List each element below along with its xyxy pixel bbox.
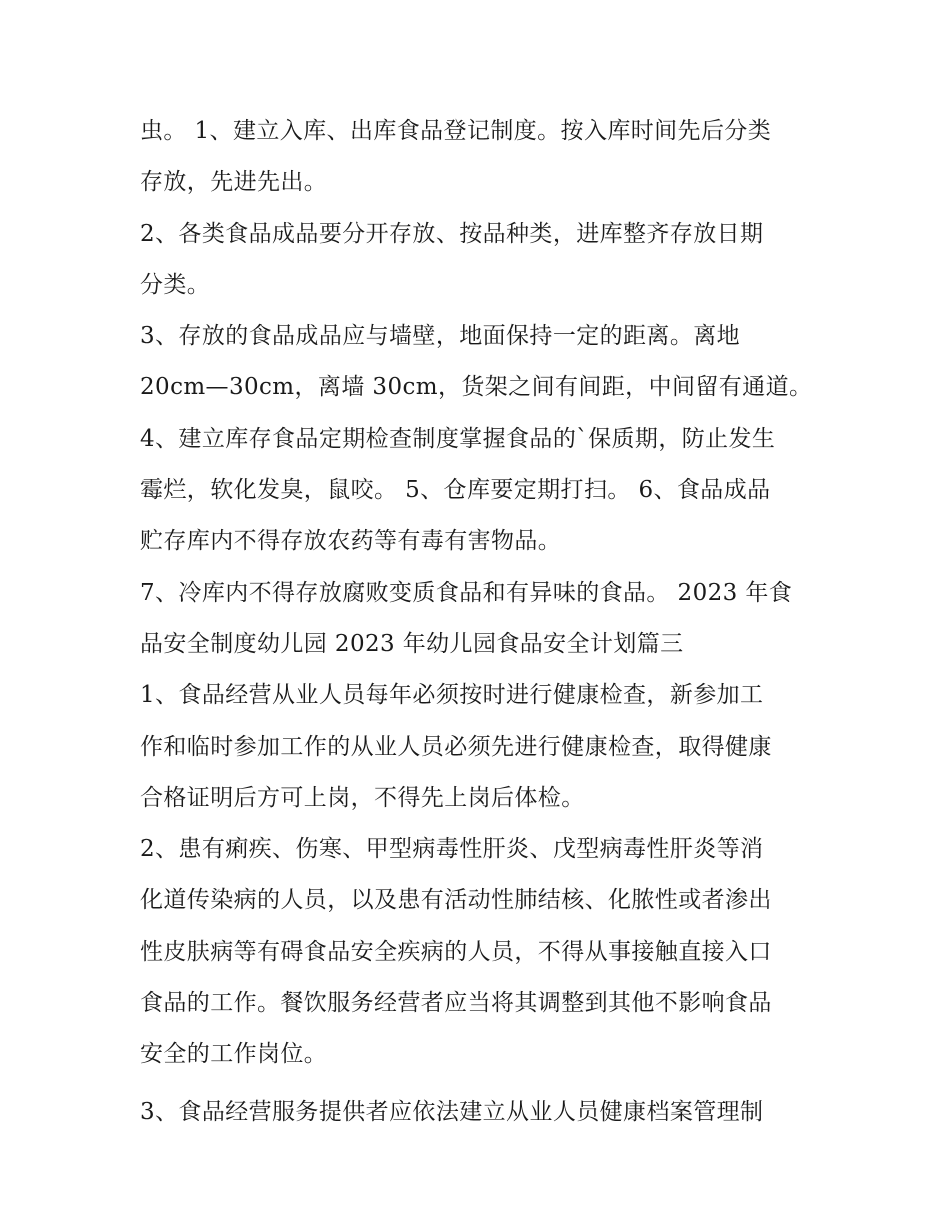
text-line: 2、患有痢疾、伤寒、甲型病毒性肝炎、戊型病毒性肝炎等消 [140,836,764,863]
text-line: 4、建立库存食品定期检查制度掌握食品的`保质期，防止发生 [140,425,776,452]
text-line: 贮存库内不得存放农药等有毒有害物品。 [140,528,562,555]
text-line: 存放，先进先出。 [140,169,328,196]
text-line: 1、食品经营从业人员每年必须按时进行健康检查，新参加工 [140,682,764,709]
paragraph-1 [140,106,830,209]
text-line: 安全的工作岗位。 [140,1041,328,1068]
paragraph-7 [140,824,830,1080]
text-line: 食品的工作。餐饮服务经营者应当将其调整到其他不影响食品 [140,990,772,1017]
text-line: 作和临时参加工作的从业人员必须先进行健康检查，取得健康 [140,733,772,760]
text-line: 化道传染病的人员，以及患有活动性肺结核、化脓性或者渗出 [140,887,772,914]
paragraph-2 [140,209,830,312]
text-line: 分类。 [140,271,211,298]
paragraph-6 [140,670,830,824]
text-line: 虫。 1、建立入库、出库食品登记制度。按入库时间先后分类 [140,118,772,144]
paragraph-5 [140,568,830,671]
text-line: 2、各类食品成品要分开存放、按品种类，进库整齐存放日期 [140,220,764,247]
paragraph-8 [140,1087,830,1138]
text-line: 3、食品经营服务提供者应依法建立从业人员健康档案管理制 [140,1098,764,1125]
paragraph-4 [140,414,830,568]
text-line: 合格证明后方可上岗，不得先上岗后体检。 [140,784,585,811]
text-line: 性皮肤病等有碍食品安全疾病的人员，不得从事接触直接入口 [140,938,772,965]
paragraph-3 [140,311,830,414]
text-line: 3、存放的食品成品应与墙壁，地面保持一定的距离。离地 [140,323,741,350]
text-line: 霉烂，软化发臭，鼠咬。 5、仓库要定期打扫。 6、食品成品 [140,477,771,504]
text-line: 20cm—30cm，离墙 30cm，货架之间有间距，中间留有通道。 [140,374,813,401]
document-body [140,106,830,1138]
text-line: 品安全制度幼儿园 2023 年幼儿园食品安全计划篇三 [140,630,684,657]
text-line: 7、冷库内不得存放腐败变质食品和有异味的食品。 2023 年食 [140,579,793,606]
